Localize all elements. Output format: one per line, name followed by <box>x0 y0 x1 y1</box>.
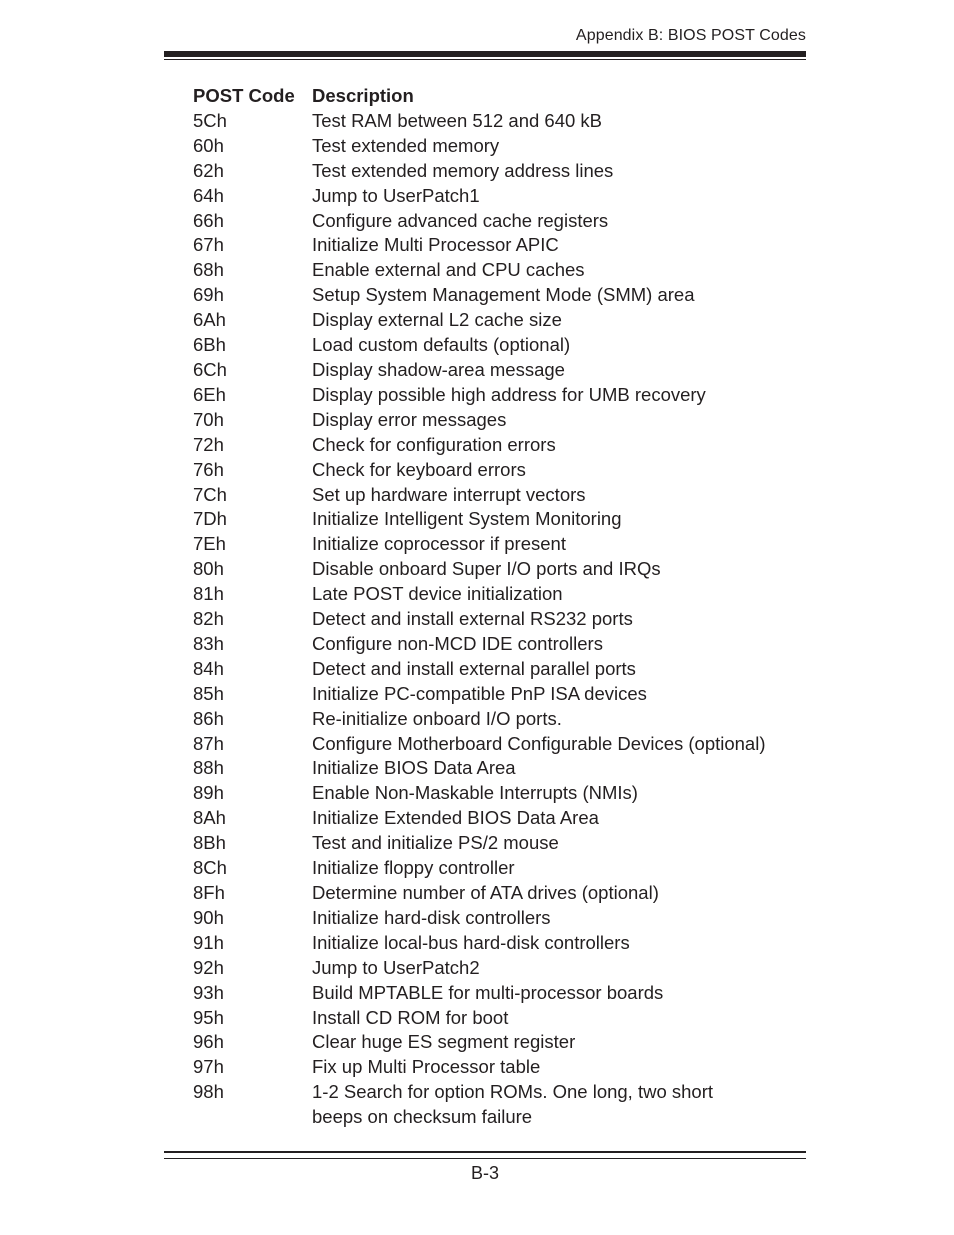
description-cell: Install CD ROM for boot <box>312 1006 509 1028</box>
post-code-cell: 68h <box>193 259 224 281</box>
table-row <box>193 433 793 458</box>
table-row <box>193 707 793 732</box>
description-cell: Configure advanced cache registers <box>312 209 609 231</box>
description-cell: Test extended memory address lines <box>312 159 614 181</box>
table-row <box>193 532 793 557</box>
table-row <box>193 732 793 757</box>
post-code-cell: 76h <box>193 458 224 480</box>
post-code-cell: 8Ah <box>193 807 226 829</box>
description-cell: Jump to UserPatch2 <box>312 956 480 978</box>
table-row <box>193 756 793 781</box>
post-code-cell: 67h <box>193 234 224 256</box>
post-code-cell: 86h <box>193 707 224 729</box>
table-row <box>193 1030 793 1055</box>
post-code-cell: 7Dh <box>193 508 227 530</box>
description-cell: Detect and install external RS232 ports <box>312 608 633 630</box>
post-code-cell: 5Ch <box>193 109 227 131</box>
post-code-cell: 6Ch <box>193 358 227 380</box>
post-code-cell: 6Eh <box>193 383 226 405</box>
table-row <box>193 233 793 258</box>
description-cell: Initialize BIOS Data Area <box>312 757 516 779</box>
description-cell: Test RAM between 512 and 640 kB <box>312 109 603 131</box>
description-cell: Disable onboard Super I/O ports and IRQs <box>312 558 661 580</box>
description-cell: Jump to UserPatch1 <box>312 184 480 206</box>
table-row <box>193 258 793 283</box>
table-row <box>193 209 793 234</box>
post-code-cell: 66h <box>193 209 224 231</box>
description-cell: Enable external and CPU caches <box>312 259 585 281</box>
post-code-cell: 7Ch <box>193 483 227 505</box>
column-header-description: Description <box>312 85 414 106</box>
header-title: Appendix B: BIOS POST Codes <box>575 27 806 44</box>
description-cell: Determine number of ATA drives (optional) <box>312 882 659 903</box>
description-cell: Initialize Extended BIOS Data Area <box>312 807 599 829</box>
description-cell: Configure Motherboard Configurable Devices (optional) <box>312 732 766 754</box>
post-code-cell: 8Bh <box>193 832 226 854</box>
table-row <box>193 159 793 184</box>
description-cell: Fix up Multi Processor table <box>312 1056 541 1078</box>
post-code-cell: 88h <box>193 757 224 779</box>
post-code-cell: 80h <box>193 558 224 580</box>
description-cell: Initialize local-bus hard-disk controllers <box>312 931 630 953</box>
table-row <box>193 408 793 433</box>
table-row <box>193 657 793 682</box>
post-code-cell: 97h <box>193 1056 224 1078</box>
table-row <box>193 134 793 159</box>
table-row <box>193 806 793 831</box>
post-code-cell: 84h <box>193 657 224 679</box>
description-cell: Initialize coprocessor if present <box>312 533 566 555</box>
description-cell: Detect and install external parallel ports <box>312 657 636 679</box>
header-rule-thin <box>164 59 806 60</box>
description-cell: Initialize floppy controller <box>312 857 515 879</box>
column-header-post-code: POST Code <box>193 85 295 106</box>
table-row <box>193 632 793 657</box>
description-cell: Display shadow-area message <box>312 358 565 380</box>
table-row <box>193 383 793 408</box>
table-row <box>193 1105 793 1130</box>
description-cell: Initialize Multi Processor APIC <box>312 234 559 256</box>
post-code-cell: 93h <box>193 981 224 1003</box>
description-cell: Clear huge ES segment register <box>312 1031 576 1053</box>
post-code-cell: 8Fh <box>193 882 225 903</box>
table-row <box>193 906 793 931</box>
post-code-cell: 95h <box>193 1006 224 1028</box>
description-cell: Display possible high address for UMB recovery <box>312 383 706 405</box>
description-cell: beeps on checksum failure <box>312 1106 533 1128</box>
post-code-cell: 87h <box>193 732 224 754</box>
description-cell: 1-2 Search for option ROMs. One long, two short <box>312 1081 714 1103</box>
table-row <box>193 109 793 134</box>
post-code-cell: 98h <box>193 1081 224 1103</box>
description-cell: Late POST device initialization <box>312 583 563 605</box>
table-row <box>193 1055 793 1080</box>
table-row <box>193 333 793 358</box>
table-row <box>193 856 793 881</box>
description-cell: Initialize hard-disk controllers <box>312 906 551 928</box>
description-cell: Display external L2 cache size <box>312 309 562 331</box>
table-row <box>193 956 793 981</box>
table-header-row <box>193 84 793 109</box>
post-code-cell: 62h <box>193 159 224 181</box>
post-code-cell: 89h <box>193 782 224 804</box>
description-cell: Build MPTABLE for multi-processor boards <box>312 981 664 1003</box>
table-row <box>193 483 793 508</box>
table-row <box>193 881 793 906</box>
description-cell: Test and initialize PS/2 mouse <box>312 832 559 854</box>
post-code-cell: 81h <box>193 583 224 605</box>
table-row <box>193 781 793 806</box>
table-body <box>193 109 793 1130</box>
description-cell: Display error messages <box>312 408 507 430</box>
table-row <box>193 458 793 483</box>
table-row <box>193 607 793 632</box>
post-code-cell: 64h <box>193 184 224 206</box>
description-cell: Re-initialize onboard I/O ports. <box>312 707 562 729</box>
post-code-cell: 90h <box>193 906 224 928</box>
description-cell: Initialize PC-compatible PnP ISA devices <box>312 682 647 704</box>
post-code-cell: 72h <box>193 433 224 455</box>
post-code-cell: 7Eh <box>193 533 226 555</box>
table-row <box>193 184 793 209</box>
table-row <box>193 1006 793 1031</box>
description-cell: Setup System Management Mode (SMM) area <box>312 284 695 306</box>
post-code-cell: 6Bh <box>193 334 226 356</box>
description-cell: Test extended memory <box>312 134 500 156</box>
table-row <box>193 981 793 1006</box>
post-code-cell: 85h <box>193 682 224 704</box>
post-code-cell: 92h <box>193 956 224 978</box>
description-cell: Enable Non-Maskable Interrupts (NMIs) <box>312 782 638 804</box>
footer-rule-thick <box>164 1151 806 1153</box>
table-row <box>193 308 793 333</box>
post-code-cell: 70h <box>193 408 224 430</box>
header-rule-thick <box>164 51 806 57</box>
description-cell: Load custom defaults (optional) <box>312 334 571 356</box>
post-code-cell: 91h <box>193 931 224 953</box>
description-cell: Check for configuration errors <box>312 433 556 455</box>
table-row <box>193 557 793 582</box>
description-cell: Configure non-MCD IDE controllers <box>312 632 603 654</box>
description-cell: Set up hardware interrupt vectors <box>312 483 586 505</box>
post-code-cell: 60h <box>193 134 224 156</box>
post-code-cell: 96h <box>193 1031 224 1053</box>
post-code-table <box>193 84 793 1130</box>
table-row <box>193 682 793 707</box>
post-code-cell: 6Ah <box>193 309 226 331</box>
table-row <box>193 507 793 532</box>
table-row <box>193 358 793 383</box>
table-row <box>193 931 793 956</box>
post-code-cell: 83h <box>193 632 224 654</box>
description-cell: Check for keyboard errors <box>312 458 526 480</box>
table-row <box>193 283 793 308</box>
page-number: B-3 <box>470 1163 499 1183</box>
footer-rule-thin <box>164 1158 806 1159</box>
post-code-cell: 82h <box>193 608 224 630</box>
table-row <box>193 831 793 856</box>
table-row <box>193 1080 793 1105</box>
table-row <box>193 582 793 607</box>
post-code-cell: 69h <box>193 284 224 306</box>
post-code-cell: 8Ch <box>193 857 227 879</box>
post-code-cell <box>193 1105 312 1130</box>
description-cell: Initialize Intelligent System Monitoring <box>312 508 622 530</box>
